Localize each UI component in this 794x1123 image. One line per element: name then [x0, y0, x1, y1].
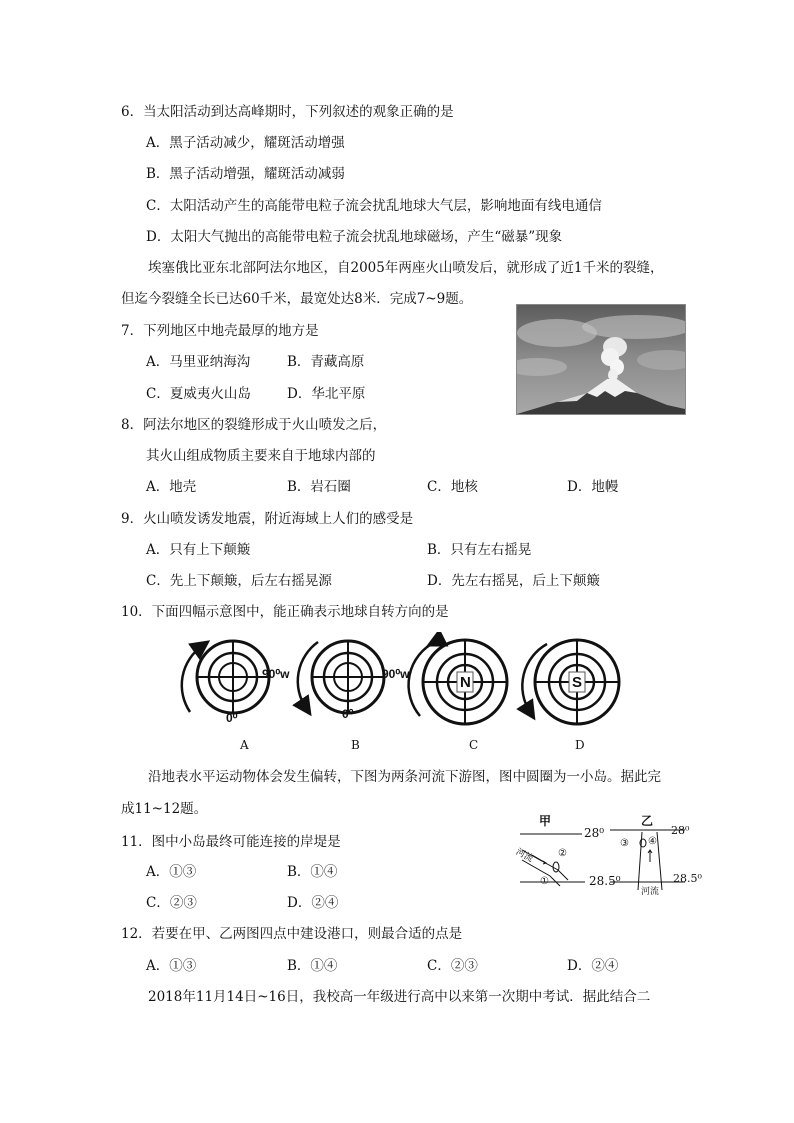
- map-yi-label: 乙: [641, 814, 654, 828]
- q8-option-b: B．岩石圈: [287, 479, 351, 495]
- diagram-a: [182, 641, 269, 713]
- q9-option-d: D．先左右摇晃，后上下颠簸: [427, 573, 600, 589]
- map-river-yi: 河流: [641, 887, 660, 897]
- q7-option-b: B．青藏高原: [287, 354, 365, 370]
- q6-option-c: C．太阳活动产生的高能带电粒子流会扰乱地球大气层，影响地面有线电通信: [146, 198, 602, 214]
- map-point-1: ①: [540, 876, 549, 887]
- map-point-2: ②: [558, 848, 567, 859]
- q6-option-d: D．太阳大气抛出的高能带电粒子流会扰乱地球磁场，产生“磁暴”现象: [146, 229, 563, 245]
- label-90w-b: 90⁰w: [382, 667, 410, 681]
- volcano-photo: [516, 304, 686, 415]
- map-lat28-yi: 28⁰: [671, 824, 690, 837]
- q6-stem: 6．当太阳活动到达高峰期时，下列叙述的观象正确的是: [121, 104, 454, 120]
- q7-option-d: D．华北平原: [287, 386, 366, 402]
- diagram-label-d: D: [575, 738, 585, 752]
- label-0-a: 0⁰: [226, 711, 238, 725]
- q6-option-a: A．黑子活动减少，耀斑活动增强: [146, 135, 345, 151]
- diagram-label-b: B: [351, 738, 360, 752]
- q7-option-c: C．夏威夷火山岛: [146, 386, 251, 402]
- passage1-line1: 埃塞俄比亚东北部阿法尔地区，自2005年两座火山喷发后，就形成了近1千米的裂缝，: [148, 260, 664, 276]
- q8-option-a: A．地壳: [146, 479, 197, 495]
- q11-option-b: B．①④: [287, 864, 338, 880]
- passage3-line1: 2018年11月14日~16日，我校高一年级进行高中以来第一次期中考试．据此结合二: [148, 989, 651, 1005]
- map-point-4: ④: [648, 836, 657, 847]
- q7-option-a: A．马里亚纳海沟: [146, 354, 251, 370]
- map-lat28-jia: 28⁰: [584, 826, 605, 840]
- rotation-diagrams: [170, 632, 630, 732]
- map-lat285-yi: 28.5⁰: [673, 872, 702, 885]
- q9-option-c: C．先上下颠簸，后左右摇晃源: [146, 573, 332, 589]
- q12-option-a: A．①③: [146, 958, 197, 974]
- diagram-b: [298, 641, 384, 713]
- map-river-jia: 河流: [514, 847, 535, 865]
- q11-option-c: C．②③: [146, 895, 197, 911]
- q7-stem: 7．下列地区中地壳最厚的地方是: [121, 323, 319, 339]
- q8-option-d: D．地幔: [567, 479, 619, 495]
- q12-option-d: D．②④: [567, 958, 619, 974]
- passage2-line2: 成11~12题。: [121, 801, 208, 817]
- q9-option-b: B．只有左右摇晃: [427, 542, 532, 558]
- q12-option-c: C．②③: [427, 958, 478, 974]
- map-lat285-jia: 28.5⁰: [589, 874, 621, 888]
- q11-option-a: A．①③: [146, 864, 197, 880]
- q6-option-b: B．黑子活动增强，耀斑活动减弱: [146, 166, 345, 182]
- diagram-c: [409, 640, 507, 724]
- q9-stem: 9．火山喷发诱发地震，附近海域上人们的感受是: [121, 511, 414, 527]
- passage2-line1: 沿地表水平运动物体会发生偏转，下图为两条河流下游图，图中圆圈为一小岛。据此完: [148, 769, 661, 785]
- diagram-label-c: C: [469, 738, 479, 752]
- passage1-line2: 但迄今裂缝全长已达60千米，最宽处达8米．完成7~9题。: [121, 291, 473, 307]
- q12-option-b: B．①④: [287, 958, 338, 974]
- diagram-label-a: A: [240, 738, 249, 752]
- north-pole-label: N: [460, 674, 471, 691]
- label-90w-a: 90⁰w: [262, 667, 290, 681]
- q8-option-c: C．地核: [427, 479, 478, 495]
- diagram-d: [522, 640, 619, 724]
- q8-stem: 8．阿法尔地区的裂缝形成于火山喷发之后，: [121, 417, 387, 433]
- q11-option-d: D．②④: [287, 895, 339, 911]
- south-pole-label: S: [572, 674, 583, 691]
- label-0-b: 0⁰: [342, 707, 354, 721]
- q12-stem: 12．若要在甲、乙两图四点中建设港口，则最合适的点是: [121, 926, 463, 942]
- q11-stem: 11．图中小岛最终可能连接的岸堤是: [121, 834, 341, 850]
- q9-option-a: A．只有上下颠簸: [146, 542, 251, 558]
- q8-stem-line2: 其火山组成物质主要来自于地球内部的: [146, 448, 376, 464]
- map-jia-label: 甲: [539, 814, 552, 828]
- map-point-3: ③: [620, 838, 629, 849]
- q10-stem: 10．下面四幅示意图中，能正确表示地球自转方向的是: [121, 604, 449, 620]
